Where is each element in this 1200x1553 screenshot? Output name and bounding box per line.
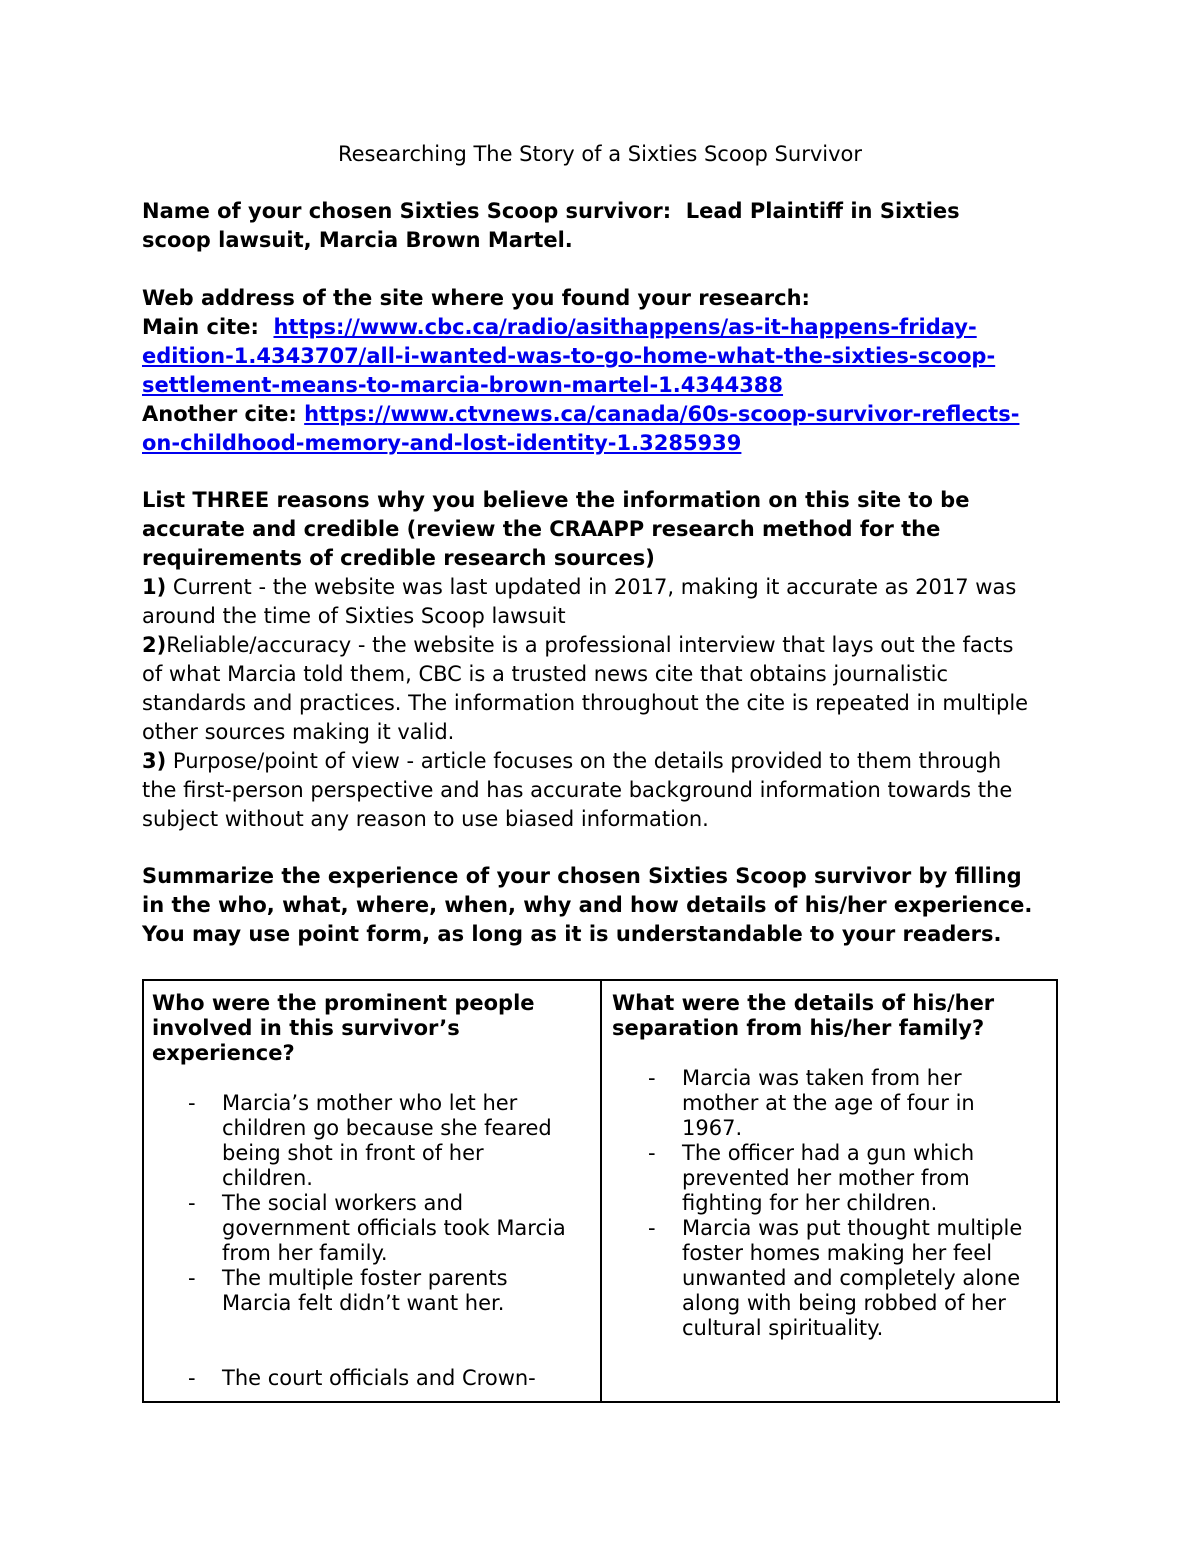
survivor-name-label: Name of your chosen Sixties Scoop survivor: bbox=[142, 199, 672, 223]
list-item-line: government officials took Marcia bbox=[222, 1216, 566, 1240]
main-cite-link-2[interactable]: edition-1.4343707/all-i-wanted-was-to-go-home-what-the-sixties-scoop- bbox=[142, 344, 996, 368]
list-item-line: Marcia’s mother who let her bbox=[222, 1091, 518, 1115]
list-item bbox=[612, 1066, 1052, 1141]
list-item bbox=[152, 1191, 592, 1266]
list-item bbox=[152, 1266, 592, 1316]
survivor-name-section bbox=[142, 197, 1072, 255]
list-item bbox=[612, 1141, 1052, 1216]
reasons-heading-3: requirements of credible research sources) bbox=[142, 546, 655, 570]
dash-bullet: - bbox=[188, 1366, 196, 1390]
list-item-line: mother at the age of four in bbox=[682, 1091, 975, 1115]
web-address-section bbox=[142, 284, 1072, 458]
list-item-line: The multiple foster parents bbox=[222, 1266, 508, 1290]
list-item-line: 1967. bbox=[682, 1116, 743, 1140]
reason-1-text-b: around the time of Sixties Scoop lawsuit bbox=[142, 604, 566, 628]
list-item-line: unwanted and completely alone bbox=[682, 1266, 1021, 1290]
table-cell-who bbox=[152, 991, 592, 1391]
table-cell-separation bbox=[612, 991, 1052, 1341]
reason-3 bbox=[142, 747, 1072, 776]
web-address-heading: Web address of the site where you found your research: bbox=[142, 286, 810, 310]
list-item-line: fighting for her children. bbox=[682, 1191, 938, 1215]
separation-heading bbox=[612, 991, 1052, 1041]
dash-bullet: - bbox=[188, 1091, 196, 1115]
reason-2-text-c: standards and practices. The information throughout the cite is repeated in multiple bbox=[142, 691, 1029, 715]
main-cite-label: Main cite: bbox=[142, 315, 259, 339]
another-cite-label: Another cite: bbox=[142, 402, 297, 426]
list-item-line: foster homes making her feel bbox=[682, 1241, 993, 1265]
dash-bullet: - bbox=[188, 1266, 196, 1290]
table-column-divider bbox=[600, 981, 602, 1403]
dash-bullet: - bbox=[648, 1066, 656, 1090]
list-item-line: children. bbox=[222, 1166, 313, 1190]
reason-3-text-b: the first-person perspective and has accurate background information towards the bbox=[142, 778, 1013, 802]
list-item-line: being shot in front of her bbox=[222, 1141, 484, 1165]
reasons-section bbox=[142, 486, 1072, 834]
survivor-experience-table bbox=[142, 979, 1058, 1401]
list-item bbox=[152, 1366, 592, 1391]
list-item-line: The social workers and bbox=[222, 1191, 464, 1215]
who-heading bbox=[152, 991, 592, 1066]
reason-1-text-a: Current - the website was last updated in 2017, making it accurate as 2017 was bbox=[172, 575, 1017, 599]
who-heading-2: involved in this survivor’s bbox=[152, 1016, 460, 1040]
separation-heading-2: separation from his/her family? bbox=[612, 1016, 985, 1040]
another-cite-link-1[interactable]: https://www.ctvnews.ca/canada/60s-scoop-survivor-reflects- bbox=[304, 402, 1020, 426]
main-cite-link-3[interactable]: settlement-means-to-marcia-brown-martel-1.4344388 bbox=[142, 373, 784, 397]
reason-3-text-c: subject without any reason to use biased information. bbox=[142, 807, 709, 831]
list-item-line: from her family. bbox=[222, 1241, 388, 1265]
reasons-heading-2: accurate and credible (review the CRAAPP research method for the bbox=[142, 517, 941, 541]
reasons-heading-1: List THREE reasons why you believe the information on this site to be bbox=[142, 488, 970, 512]
reason-3-number: 3) bbox=[142, 749, 167, 773]
list-item bbox=[612, 1216, 1052, 1341]
list-item-line: cultural spirituality. bbox=[682, 1316, 884, 1340]
reason-1-number: 1) bbox=[142, 575, 167, 599]
reason-2-number: 2) bbox=[142, 633, 167, 657]
reason-2-text-b: of what Marcia told them, CBC is a trusted news cite that obtains journalistic bbox=[142, 662, 949, 686]
reason-2 bbox=[142, 631, 1072, 660]
page-title: Researching The Story of a Sixties Scoop Survivor bbox=[337, 142, 863, 166]
list-item-line: The officer had a gun which bbox=[682, 1141, 975, 1165]
summary-line-3: You may use point form, as long as it is understandable to your readers. bbox=[142, 922, 1002, 946]
list-item-line: prevented her mother from bbox=[682, 1166, 970, 1190]
list-item-line: Marcia felt didn’t want her. bbox=[222, 1291, 505, 1315]
who-heading-1: Who were the prominent people bbox=[152, 991, 535, 1015]
reason-2-text-d: other sources making it valid. bbox=[142, 720, 455, 744]
survivor-name-value-1: Lead Plaintiff in Sixties bbox=[685, 199, 960, 223]
list-item-line: Marcia was put thought multiple bbox=[682, 1216, 1023, 1240]
separation-list bbox=[612, 1066, 1052, 1341]
list-item-line: The court officials and Crown- bbox=[222, 1366, 536, 1390]
dash-bullet: - bbox=[648, 1216, 656, 1240]
dash-bullet: - bbox=[648, 1141, 656, 1165]
table-bottom-border bbox=[142, 1401, 1060, 1403]
list-item-line: children go because she feared bbox=[222, 1116, 552, 1140]
reason-3-text-a: Purpose/point of view - article focuses on the details provided to them through bbox=[172, 749, 1002, 773]
main-cite-link-1[interactable]: https://www.cbc.ca/radio/asithappens/as-it-happens-friday- bbox=[273, 315, 977, 339]
summary-line-2: in the who, what, where, when, why and how details of his/her experience. bbox=[142, 893, 1033, 917]
list-item-line: along with being robbed of her bbox=[682, 1291, 1006, 1315]
reason-2-text-a: Reliable/accuracy - the website is a professional interview that lays out the facts bbox=[166, 633, 1014, 657]
another-cite-link-2[interactable]: on-childhood-memory-and-lost-identity-1.3285939 bbox=[142, 431, 742, 455]
survivor-name-value-2: scoop lawsuit, Marcia Brown Martel. bbox=[142, 228, 573, 252]
who-heading-3: experience? bbox=[152, 1041, 295, 1065]
list-item bbox=[152, 1091, 592, 1191]
summary-line-1: Summarize the experience of your chosen Sixties Scoop survivor by filling bbox=[142, 864, 1022, 888]
who-list bbox=[152, 1091, 592, 1391]
separation-heading-1: What were the details of his/her bbox=[612, 991, 995, 1015]
list-item-line: Marcia was taken from her bbox=[682, 1066, 962, 1090]
dash-bullet: - bbox=[188, 1191, 196, 1215]
reason-1 bbox=[142, 573, 1072, 602]
summary-instructions bbox=[142, 862, 1072, 949]
